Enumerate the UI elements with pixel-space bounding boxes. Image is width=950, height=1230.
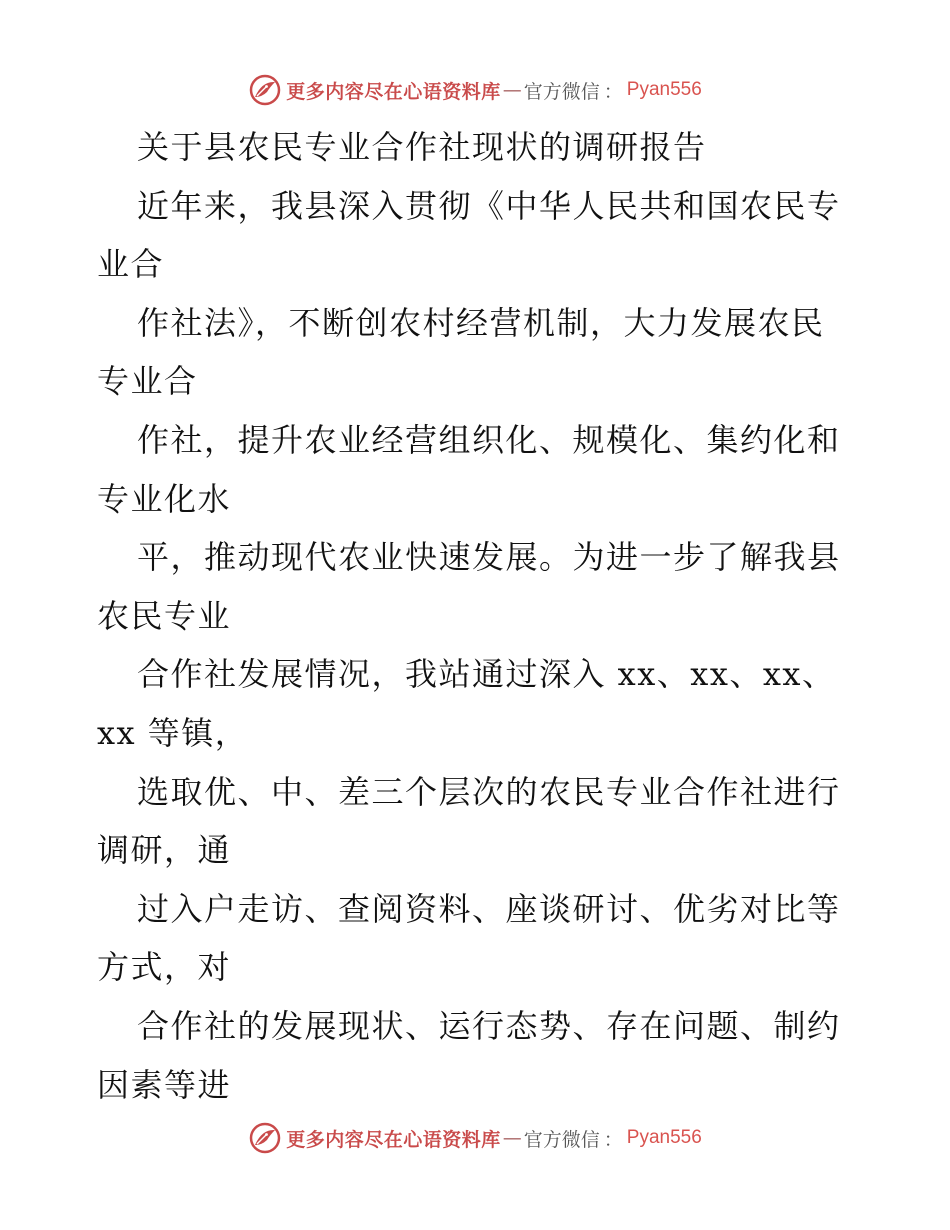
paragraph-line: 合作社发展情况，我站通过深入 xx、xx、xx、 (137, 655, 836, 694)
paragraph-line: 方式，对 (97, 948, 232, 987)
pen-nib-logo-icon (248, 73, 282, 107)
banner-colon: ： (603, 80, 623, 103)
paragraph-line: xx 等镇， (97, 713, 249, 752)
paragraph-line: 调研，通 (97, 831, 232, 870)
banner-wechat (524, 77, 627, 104)
paragraph-line: 因素等进 (97, 1065, 232, 1104)
paragraph-line: 业合 (97, 245, 165, 284)
banner-site-text: 更多内容尽在心语资料库 (286, 1128, 501, 1151)
header-banner (0, 70, 950, 110)
paragraph-line: 农民专业 (97, 596, 232, 635)
banner-colon: ： (603, 1128, 623, 1151)
paragraph-line: 平，推动现代农业快速发展。为进一步了解我县 (137, 538, 841, 577)
paragraph-line: 近年来，我县深入贯彻《中华人民共和国农民专 (137, 186, 841, 225)
banner-wechat-id: Pyan556 (626, 1127, 702, 1148)
paragraph-line: 合作社的发展现状、运行态势、存在问题、制约 (137, 1006, 841, 1045)
document-body (97, 118, 857, 1114)
banner-wechat-label: 官方微信 (523, 80, 600, 103)
paragraph-line: 作社法》，不断创农村经营机制，大力发展农民 (137, 303, 825, 342)
paragraph-line: 选取优、中、差三个层次的农民专业合作社进行 (137, 772, 841, 811)
paragraph-line: 专业化水 (97, 479, 232, 518)
paragraph-line: 过入户走访、查阅资料、座谈研讨、优劣对比等 (137, 889, 841, 928)
banner-dash: — (502, 79, 522, 101)
footer-banner (0, 1118, 950, 1158)
banner-site-text: 更多内容尽在心语资料库 (286, 80, 501, 103)
pen-nib-logo-icon (248, 1121, 282, 1155)
banner-wechat-id: Pyan556 (626, 79, 702, 100)
paragraph-line: 作社，提升农业经营组织化、规模化、集约化和 (137, 420, 841, 459)
banner-wechat (524, 1125, 627, 1152)
document-title: 关于县农民专业合作社现状的调研报告 (137, 128, 707, 166)
banner-wechat-label: 官方微信 (523, 1128, 600, 1151)
banner-dash: — (502, 1127, 522, 1149)
paragraph-line: 专业合 (97, 362, 198, 401)
